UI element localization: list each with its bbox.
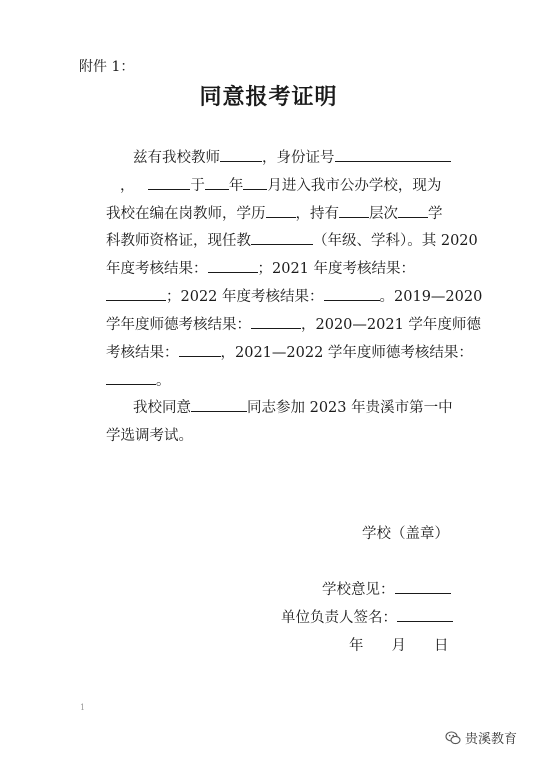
school-opinion-line: 学校意见： xyxy=(322,578,451,599)
body-line-7: 学年度师德考核结果： ，2020—2021 学年度师德 xyxy=(106,317,481,333)
school-seal-label: 学校（盖章） xyxy=(362,526,449,542)
body-line-6: ；2022 年度考核结果： 。2019—2020 xyxy=(106,285,482,306)
result-2020-blank xyxy=(208,259,258,273)
ethics-2021-blank xyxy=(106,371,156,385)
agreed-teacher-blank xyxy=(191,398,247,412)
result-2022-blank xyxy=(324,287,380,301)
month-blank xyxy=(243,176,267,190)
body-line-4: 科教师资格证，现任教 （年级、学科）。其 2020 xyxy=(106,233,478,249)
id-number-blank xyxy=(335,148,451,162)
result-2021-blank xyxy=(106,287,166,301)
body-line-8: 考核结果： ，2021—2022 学年度师德考核结果： xyxy=(106,345,473,361)
body-line-10: 我校同意 同志参加 2023 年贵溪市第一中 xyxy=(133,400,453,416)
body-line-11: 学选调考试。 xyxy=(106,428,193,444)
blank xyxy=(148,176,190,190)
subject-blank xyxy=(398,204,428,218)
level-blank xyxy=(339,204,369,218)
education-blank xyxy=(266,204,296,218)
body-line-3: 我校在编在岗教师，学历 ，持有 层次 学 xyxy=(106,206,443,222)
opinion-blank xyxy=(395,580,451,594)
ethics-2019-blank xyxy=(251,315,301,329)
leader-signature-line: 单位负责人签名： xyxy=(281,606,453,627)
page-number: 1 xyxy=(80,703,86,712)
body-line-1: 兹有我校教师 ，身份证号 xyxy=(133,146,451,167)
body-line-5: 年度考核结果： ；2021 年度考核结果： xyxy=(106,261,416,277)
signature-blank xyxy=(397,608,453,622)
year-blank xyxy=(205,176,229,190)
wechat-icon xyxy=(445,730,461,746)
document-title: 同意报考证明 xyxy=(199,84,338,110)
body-line-2: ， 于 年 月进入我市公办学校，现为 xyxy=(120,178,442,194)
teaching-blank xyxy=(251,231,313,245)
source-watermark xyxy=(445,728,517,747)
ethics-2020-blank xyxy=(179,343,221,357)
body-line-9: 。 xyxy=(106,369,171,390)
watermark-text: 贵溪教育 xyxy=(465,732,518,747)
date-line: 年 月 日 xyxy=(349,638,449,654)
annex-label: 附件 1： xyxy=(79,59,135,75)
teacher-name-blank xyxy=(220,148,262,162)
